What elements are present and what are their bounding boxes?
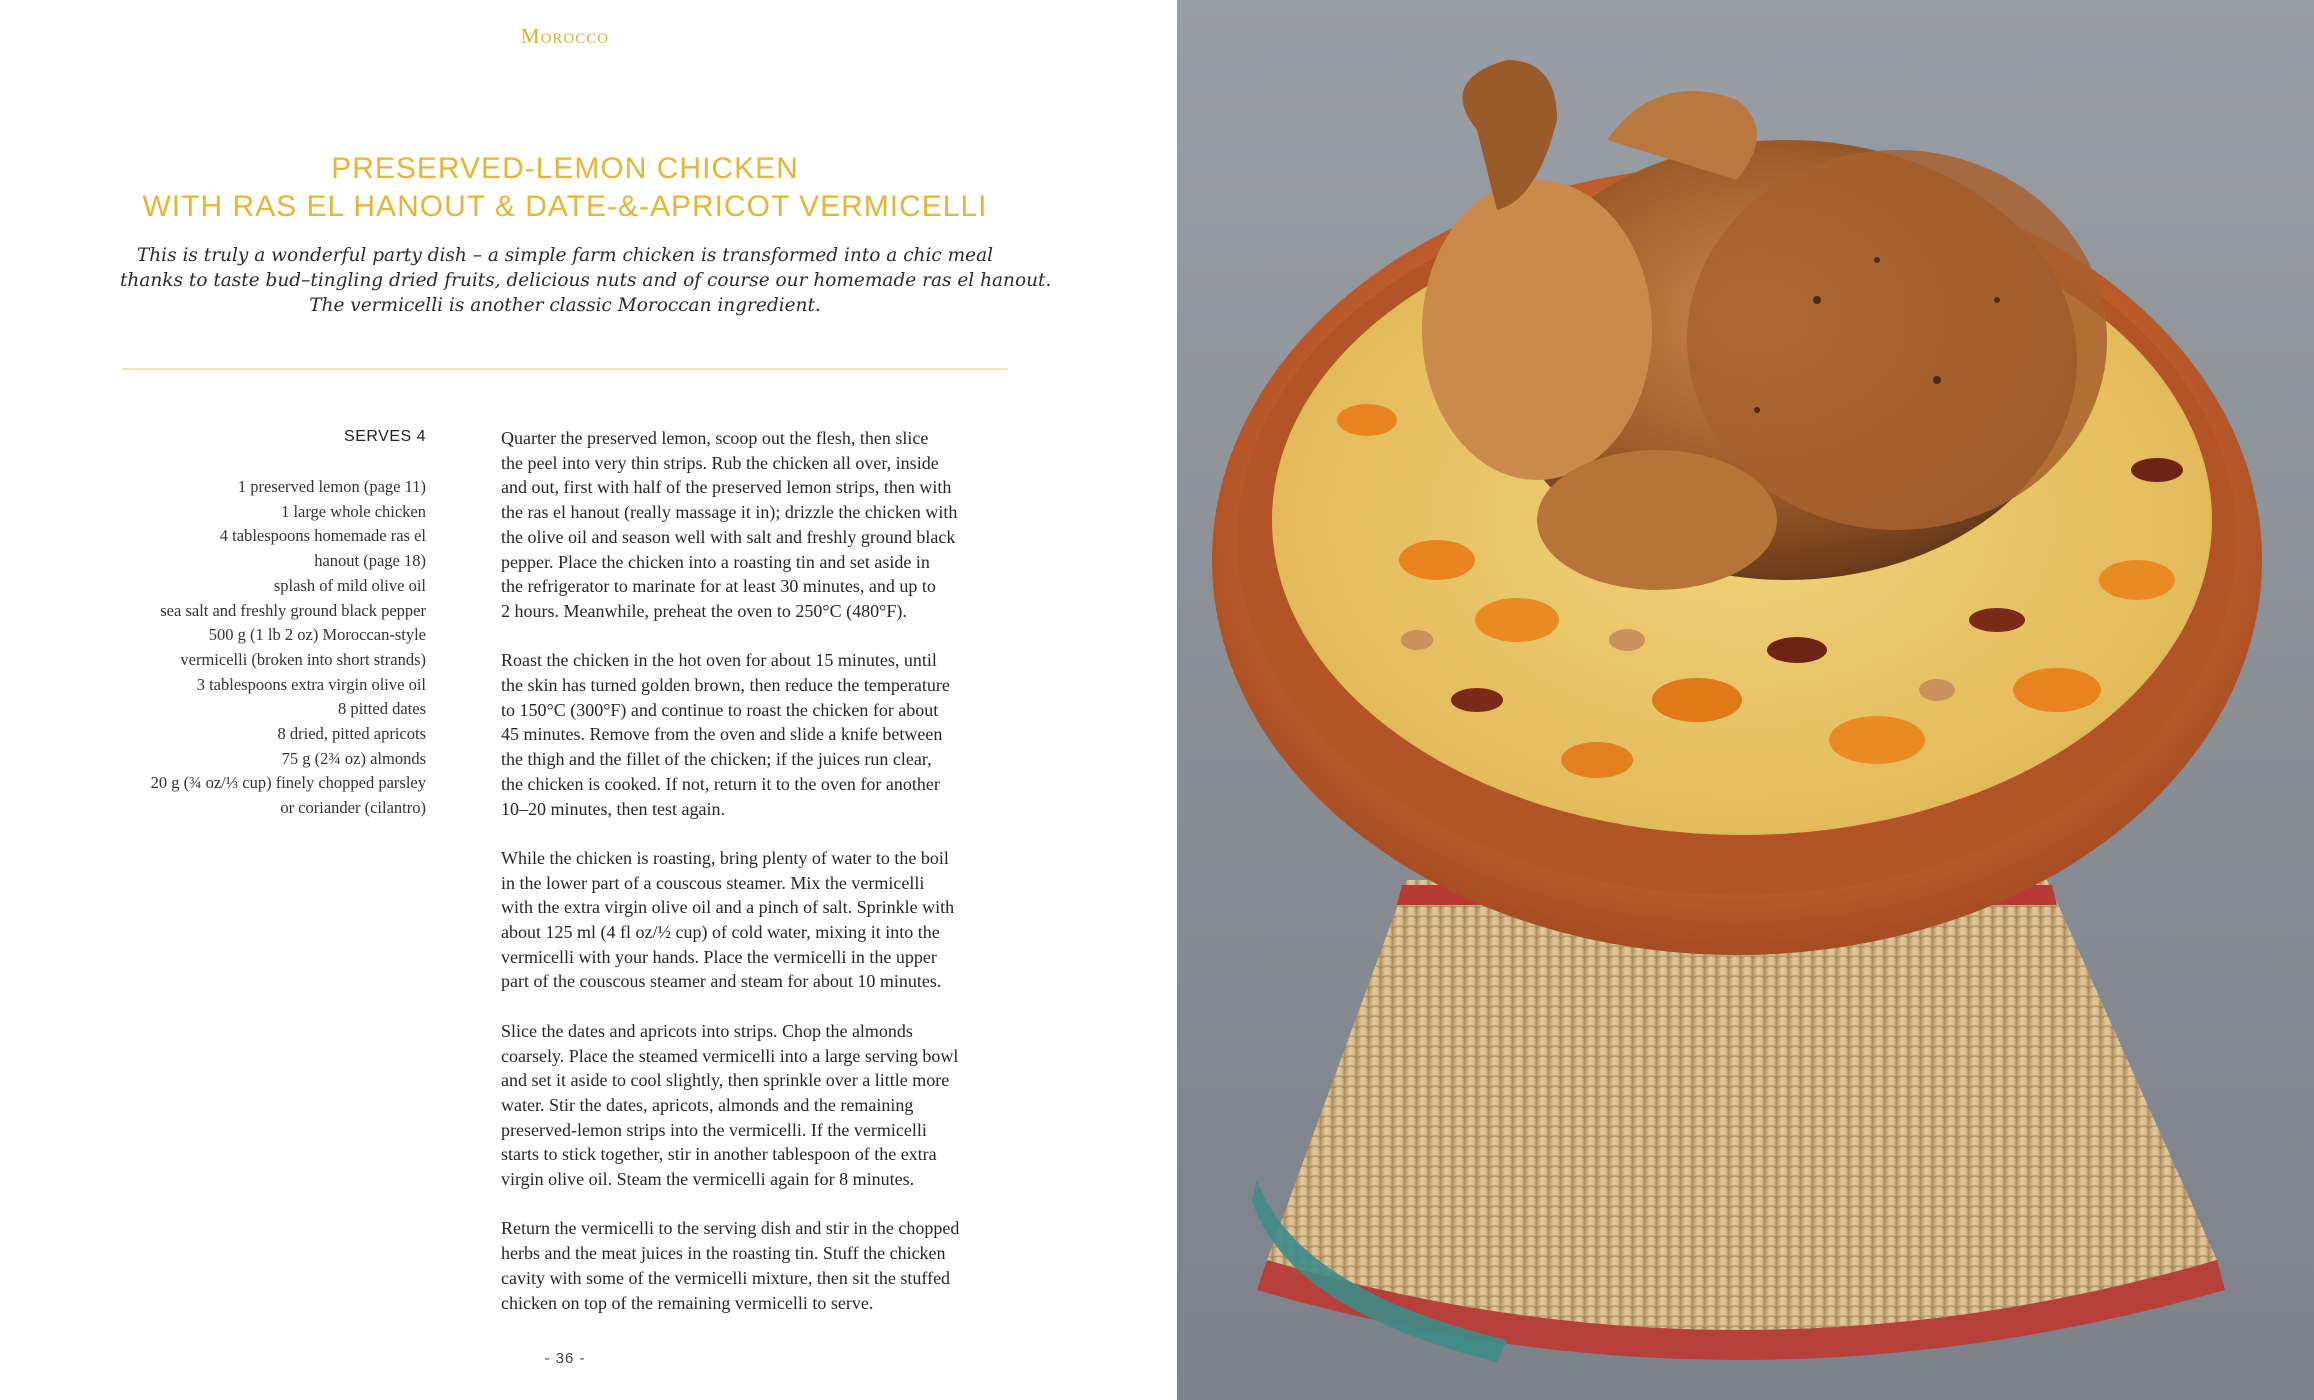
method-paragraph [501, 1216, 1021, 1315]
method-line: coarsely. Place the steamed vermicelli into a large serving bowl [501, 1045, 959, 1066]
method-line: virgin olive oil. Steam the vermicelli again for 8 minutes. [501, 1169, 915, 1190]
dish-photo [1177, 0, 2314, 1400]
recipe-title [120, 150, 1010, 226]
ingredient-list [100, 475, 426, 821]
method-paragraph [501, 846, 1021, 994]
method-line: water. Stir the dates, apricots, almonds and the remaining [501, 1094, 914, 1115]
ingredient-line: 20 g (¾ oz/⅓ cup) finely chopped parsley [150, 773, 426, 793]
method-line: the ras el hanout (really massage it in); drizzle the chicken with [501, 502, 958, 523]
method-paragraph [501, 426, 1021, 624]
intro-line: thanks to taste bud–tingling dried fruits, delicious nuts and of course our homemade ras el hanout. [120, 270, 1052, 291]
method-line: and out, first with half of the preserved lemon strips, then with [501, 477, 952, 498]
method-line: preserved-lemon strips into the vermicelli. If the vermicelli [501, 1119, 927, 1140]
method-line: 2 hours. Meanwhile, preheat the oven to 250°C (480°F). [501, 600, 907, 621]
method-line: 45 minutes. Remove from the oven and slide a knife between [501, 724, 943, 745]
method-line: Slice the dates and apricots into strips. Chop the almonds [501, 1020, 913, 1041]
ingredient-line: hanout (page 18) [314, 551, 426, 571]
method-line: chicken on top of the remaining vermicelli to serve. [501, 1292, 874, 1313]
intro-line: The vermicelli is another classic Moroccan ingredient. [309, 295, 821, 316]
ingredient-line: 8 pitted dates [338, 699, 426, 719]
intro-line: This is truly a wonderful party dish – a simple farm chicken is transformed into a chic meal [136, 245, 994, 266]
method-line: starts to stick together, stir in another tablespoon of the extra [501, 1144, 937, 1165]
method-line: in the lower part of a couscous steamer. Mix the vermicelli [501, 872, 925, 893]
recipe-title-line: WITH RAS EL HANOUT & DATE-&-APRICOT VERMICELLI [142, 190, 988, 223]
method-line: herbs and the meat juices in the roasting tin. Stuff the chicken [501, 1243, 946, 1264]
method-line: the thigh and the fillet of the chicken; if the juices run clear, [501, 749, 932, 770]
method-line: 10–20 minutes, then test again. [501, 798, 725, 819]
method-line: the chicken is cooked. If not, return it to the oven for another [501, 773, 940, 794]
method-line: pepper. Place the chicken into a roasting tin and set aside in [501, 551, 930, 572]
method-line: cavity with some of the vermicelli mixture, then sit the stuffed [501, 1267, 951, 1288]
method-paragraph [501, 1019, 1021, 1192]
method-text [501, 426, 1021, 1340]
ingredient-line: 1 large whole chicken [281, 501, 426, 521]
ingredient-line: 3 tablespoons extra virgin olive oil [196, 674, 426, 694]
method-line: the refrigerator to marinate for at least 30 minutes, and up to [501, 576, 936, 597]
method-line: the olive oil and season well with salt and freshly ground black [501, 526, 956, 547]
ingredient-line: 4 tablespoons homemade ras el [219, 526, 426, 546]
method-line: about 125 ml (4 fl oz/½ cup) of cold water, mixing it into the [501, 922, 940, 943]
recipe-title-line: PRESERVED-LEMON CHICKEN [331, 152, 799, 185]
method-line: the peel into very thin strips. Rub the chicken all over, inside [501, 452, 939, 473]
ingredient-line: or coriander (cilantro) [280, 798, 426, 818]
method-line: part of the couscous steamer and steam for about 10 minutes. [501, 971, 942, 992]
ingredient-line: 1 preserved lemon (page 11) [237, 477, 426, 496]
dish-illustration [1177, 0, 2314, 1400]
method-line: While the chicken is roasting, bring plenty of water to the boil [501, 847, 949, 868]
ingredient-line: 8 dried, pitted apricots [277, 724, 426, 744]
serves-label: SERVES 4 [344, 428, 426, 445]
method-line: and set it aside to cool slightly, then sprinkle over a little more [501, 1070, 950, 1091]
method-line: Roast the chicken in the hot oven for about 15 minutes, until [501, 650, 937, 671]
ingredient-line: sea salt and freshly ground black pepper [160, 600, 426, 620]
ingredient-line: 75 g (2¾ oz) almonds [281, 748, 426, 768]
running-head: Morocco [520, 24, 610, 48]
method-line: to 150°C (300°F) and continue to roast the chicken for about [501, 699, 939, 720]
ingredient-line: vermicelli (broken into short strands) [180, 649, 426, 669]
method-line: vermicelli with your hands. Place the vermicelli in the upper [501, 946, 937, 967]
method-line: the skin has turned golden brown, then reduce the temperature [501, 675, 950, 696]
method-paragraph [501, 648, 1021, 821]
method-line: Return the vermicelli to the serving dish and stir in the chopped [501, 1218, 960, 1239]
ingredient-line: 500 g (1 lb 2 oz) Moroccan-style [208, 625, 426, 645]
method-line: with the extra virgin olive oil and a pinch of salt. Sprinkle with [501, 897, 955, 918]
method-line: Quarter the preserved lemon, scoop out the flesh, then slice [501, 428, 929, 448]
recipe-intro [120, 243, 1052, 318]
page-number: - 36 - [544, 1350, 586, 1367]
ingredient-line: splash of mild olive oil [273, 575, 426, 595]
divider-rule [122, 368, 1008, 370]
